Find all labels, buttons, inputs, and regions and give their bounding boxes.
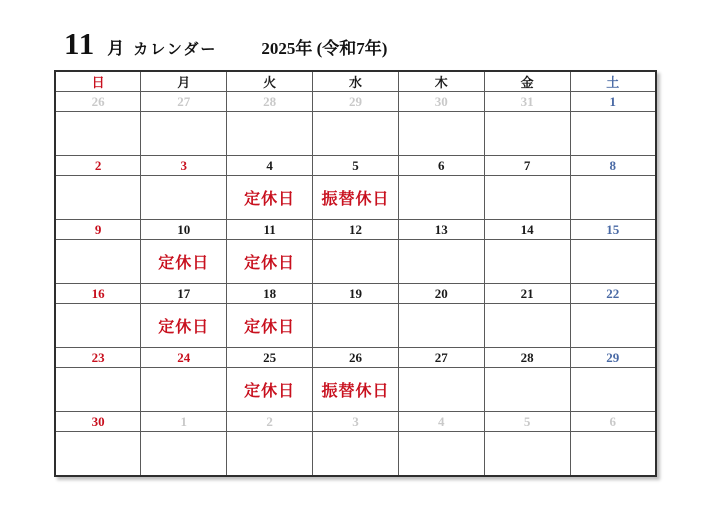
week-4-date-row (55, 284, 656, 304)
date-cell: 3 (313, 412, 399, 432)
empty-note-cell (313, 240, 399, 284)
date-cell: 4 (227, 156, 313, 176)
date-cell: 7 (484, 156, 570, 176)
empty-note-cell (398, 368, 484, 412)
week-5-note-row (55, 368, 656, 412)
date-cell: 26 (313, 348, 399, 368)
holiday-note-cell: 定休日 (227, 368, 313, 412)
date-cell: 27 (398, 348, 484, 368)
empty-note-cell (398, 176, 484, 220)
empty-note-cell (398, 112, 484, 156)
empty-note-cell (55, 176, 141, 220)
week-3-date-row (55, 220, 656, 240)
empty-note-cell (55, 432, 141, 477)
date-cell: 17 (141, 284, 227, 304)
empty-note-cell (484, 240, 570, 284)
empty-note-cell (484, 432, 570, 477)
holiday-note-cell: 振替休日 (313, 176, 399, 220)
date-cell: 31 (484, 92, 570, 112)
weekday-header-cell: 水 (313, 71, 399, 92)
empty-note-cell (227, 112, 313, 156)
page-title (64, 26, 387, 62)
empty-note-cell (141, 112, 227, 156)
empty-note-cell (141, 432, 227, 477)
date-cell: 1 (141, 412, 227, 432)
empty-note-cell (398, 304, 484, 348)
calendar-table (54, 70, 657, 477)
empty-note-cell (570, 432, 656, 477)
empty-note-cell (55, 240, 141, 284)
date-cell: 13 (398, 220, 484, 240)
empty-note-cell (570, 368, 656, 412)
holiday-note-cell: 定休日 (227, 176, 313, 220)
empty-note-cell (313, 112, 399, 156)
date-cell: 1 (570, 92, 656, 112)
date-cell: 9 (55, 220, 141, 240)
date-cell: 23 (55, 348, 141, 368)
empty-note-cell (313, 304, 399, 348)
date-cell: 26 (55, 92, 141, 112)
date-cell: 28 (484, 348, 570, 368)
empty-note-cell (570, 112, 656, 156)
week-2-date-row (55, 156, 656, 176)
week-3-note-row (55, 240, 656, 284)
year-label: 2025年 (令和7年) (261, 39, 388, 58)
date-cell: 18 (227, 284, 313, 304)
date-cell: 2 (227, 412, 313, 432)
weekday-header-row (55, 71, 656, 92)
date-cell: 19 (313, 284, 399, 304)
date-cell: 5 (484, 412, 570, 432)
date-cell: 11 (227, 220, 313, 240)
holiday-note-cell: 定休日 (227, 240, 313, 284)
weekday-header-cell: 日 (55, 71, 141, 92)
date-cell: 10 (141, 220, 227, 240)
date-cell: 29 (570, 348, 656, 368)
date-cell: 25 (227, 348, 313, 368)
holiday-note-cell: 振替休日 (313, 368, 399, 412)
date-cell: 20 (398, 284, 484, 304)
date-cell: 28 (227, 92, 313, 112)
date-cell: 24 (141, 348, 227, 368)
date-cell: 30 (398, 92, 484, 112)
empty-note-cell (227, 432, 313, 477)
date-cell: 15 (570, 220, 656, 240)
date-cell: 5 (313, 156, 399, 176)
date-cell: 6 (570, 412, 656, 432)
weekday-header-cell: 火 (227, 71, 313, 92)
date-cell: 14 (484, 220, 570, 240)
weekday-header-cell: 土 (570, 71, 656, 92)
calendar-word: カレンダー (133, 42, 218, 58)
month-unit-label: 月 (107, 39, 125, 58)
week-4-note-row (55, 304, 656, 348)
date-cell: 6 (398, 156, 484, 176)
empty-note-cell (398, 432, 484, 477)
week-2-note-row (55, 176, 656, 220)
date-cell: 29 (313, 92, 399, 112)
date-cell: 4 (398, 412, 484, 432)
month-number: 11 (64, 26, 96, 61)
date-cell: 12 (313, 220, 399, 240)
holiday-note-cell: 定休日 (141, 240, 227, 284)
date-cell: 27 (141, 92, 227, 112)
empty-note-cell (141, 176, 227, 220)
empty-note-cell (141, 368, 227, 412)
date-cell: 2 (55, 156, 141, 176)
empty-note-cell (484, 176, 570, 220)
weekday-header-cell: 木 (398, 71, 484, 92)
week-5-date-row (55, 348, 656, 368)
week-1-date-row (55, 92, 656, 112)
empty-note-cell (55, 304, 141, 348)
week-6-date-row (55, 412, 656, 432)
date-cell: 22 (570, 284, 656, 304)
week-1-note-row (55, 112, 656, 156)
empty-note-cell (484, 112, 570, 156)
empty-note-cell (570, 176, 656, 220)
date-cell: 16 (55, 284, 141, 304)
week-6-note-row (55, 432, 656, 477)
empty-note-cell (570, 240, 656, 284)
holiday-note-cell: 定休日 (141, 304, 227, 348)
empty-note-cell (55, 112, 141, 156)
date-cell: 8 (570, 156, 656, 176)
holiday-note-cell: 定休日 (227, 304, 313, 348)
weekday-header-cell: 金 (484, 71, 570, 92)
date-cell: 30 (55, 412, 141, 432)
empty-note-cell (484, 368, 570, 412)
date-cell: 3 (141, 156, 227, 176)
empty-note-cell (398, 240, 484, 284)
empty-note-cell (570, 304, 656, 348)
empty-note-cell (313, 432, 399, 477)
empty-note-cell (484, 304, 570, 348)
date-cell: 21 (484, 284, 570, 304)
empty-note-cell (55, 368, 141, 412)
weekday-header-cell: 月 (141, 71, 227, 92)
